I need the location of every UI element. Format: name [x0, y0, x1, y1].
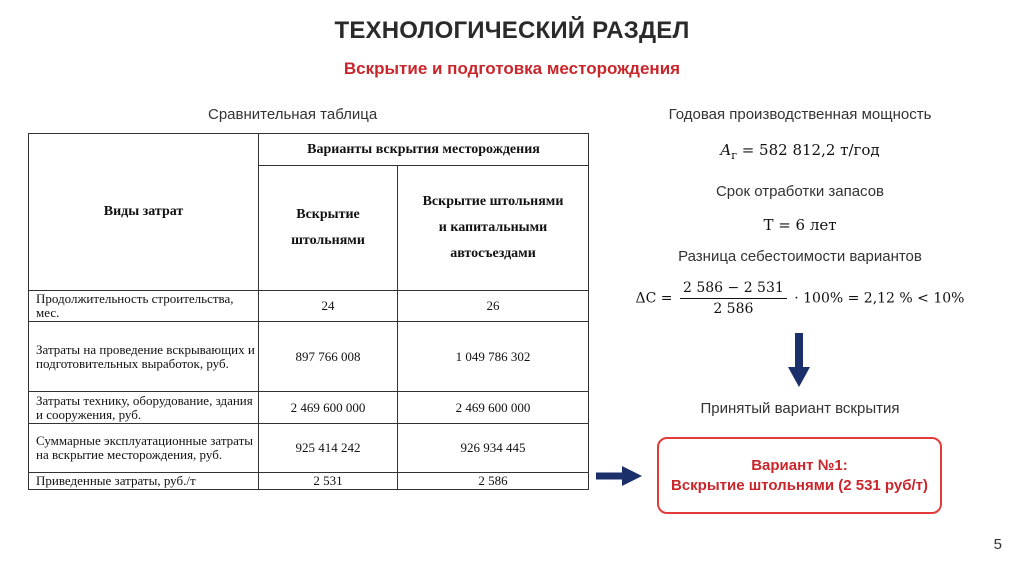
row-value-v1: 897 766 008	[259, 322, 398, 392]
row-value-v2: 2 469 600 000	[398, 392, 589, 424]
capacity-subscript: г	[731, 149, 737, 162]
right-arrow-icon	[596, 466, 642, 486]
diff-fraction	[680, 280, 787, 317]
row-value-v1: 2 469 600 000	[259, 392, 398, 424]
slide-title: ТЕХНОЛОГИЧЕСКИЙ РАЗДЕЛ	[334, 17, 690, 44]
capacity-symbol: A	[720, 141, 732, 159]
table-row	[29, 424, 589, 473]
row-label: Затраты на проведение вскрывающих и подготовительных выработок, руб.	[29, 322, 259, 392]
row-value-v1: 2 531	[259, 473, 398, 490]
variants-group-header: Варианты вскрытия месторождения	[259, 134, 589, 166]
diff-lhs: ΔC =	[635, 290, 673, 307]
row-label: Приведенные затраты, руб./т	[29, 473, 259, 490]
down-arrow-icon	[788, 333, 810, 387]
table-row	[29, 392, 589, 424]
row-value-v2: 26	[398, 291, 589, 322]
variant2-header	[398, 166, 589, 291]
table-caption: Сравнительная таблица	[208, 106, 378, 123]
row-label: Затраты технику, оборудование, здания и сооружения, руб.	[29, 392, 259, 424]
row-value-v2: 2 586	[398, 473, 589, 490]
row-value-v2: 926 934 445	[398, 424, 589, 473]
slide-subtitle: Вскрытие и подготовка месторождения	[343, 59, 681, 78]
table-row	[29, 322, 589, 392]
row-label: Суммарные эксплуатационные затраты на вскрытие месторождения, руб.	[29, 424, 259, 473]
variant1-label: Вскрытие штольнями	[291, 207, 365, 248]
diff-numerator: 2 586 − 2 531	[680, 280, 787, 299]
variant2-label: Вскрытие штольнями и капитальными автосъездами	[422, 194, 564, 261]
capacity-title: Годовая производственная мощность	[668, 106, 932, 123]
col-type-header: Виды затрат	[29, 134, 259, 291]
row-label: Продолжительность строительства, мес.	[29, 291, 259, 322]
capacity-value: = 582 812,2 т/год	[736, 141, 880, 159]
diff-formula	[620, 280, 980, 317]
variant1-header	[259, 166, 398, 291]
accepted-title: Принятый вариант вскрытия	[700, 400, 900, 417]
capacity-formula	[620, 141, 980, 162]
diff-denominator: 2 586	[713, 301, 754, 317]
result-line1: Вариант №1:	[751, 457, 848, 474]
term-formula: T = 6 лет	[763, 216, 837, 234]
table-row	[29, 473, 589, 490]
table-row	[29, 291, 589, 322]
row-value-v1: 925 414 242	[259, 424, 398, 473]
term-title: Срок отработки запасов	[715, 183, 885, 200]
result-line2: Вскрытие штольнями (2 531 руб/т)	[671, 477, 928, 494]
page-number: 5	[993, 536, 1002, 553]
accepted-variant-box	[657, 437, 942, 514]
comparison-table	[28, 133, 589, 490]
row-value-v2: 1 049 786 302	[398, 322, 589, 392]
row-value-v1: 24	[259, 291, 398, 322]
diff-title: Разница себестоимости вариантов	[678, 248, 922, 265]
diff-result: · 100% = 2,12 % < 10%	[794, 290, 965, 307]
